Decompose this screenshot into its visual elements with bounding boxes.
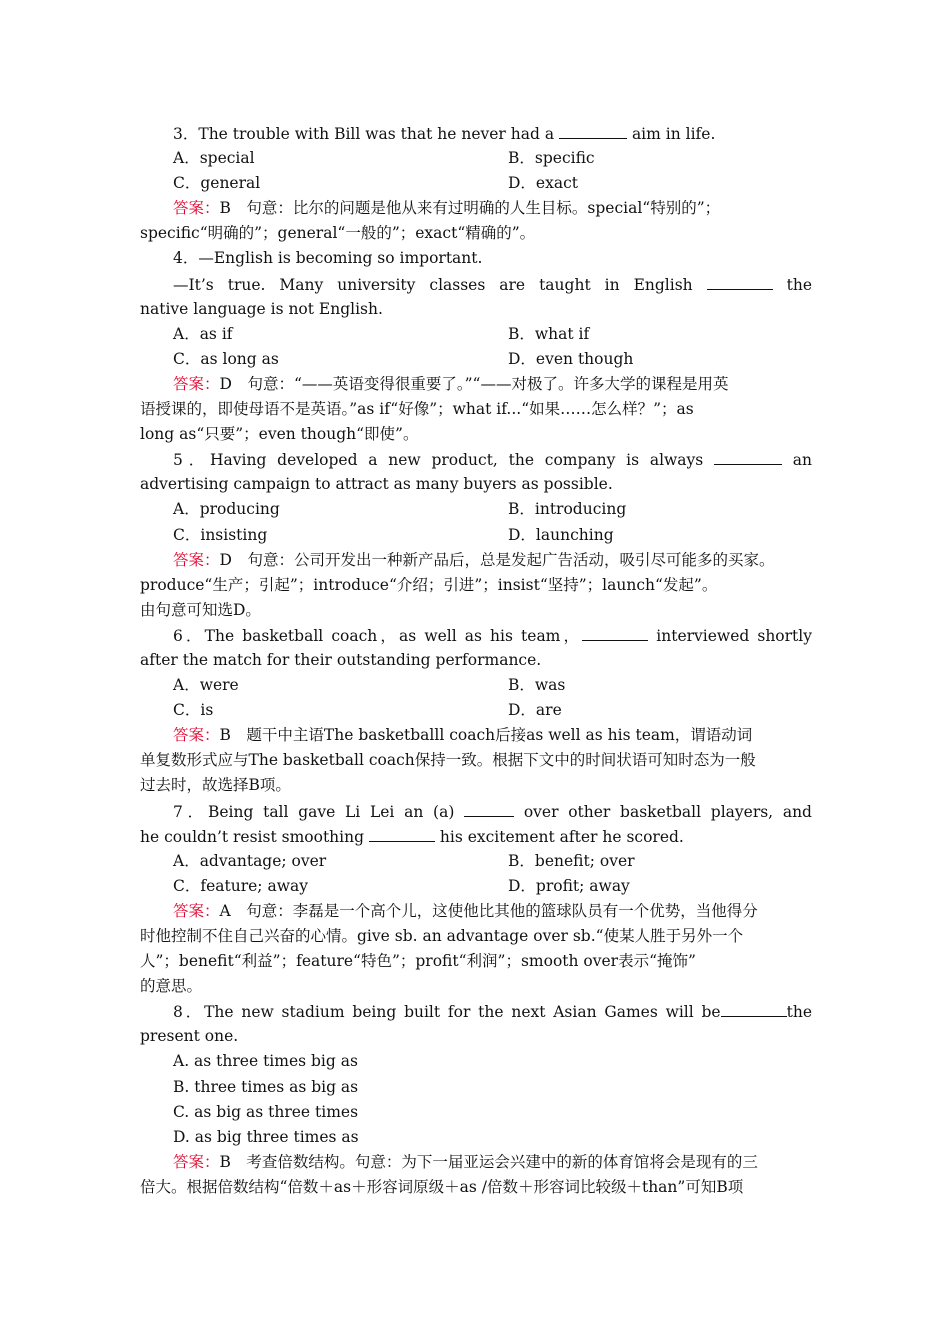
answer-label: 答案： [173, 726, 220, 745]
options-row [140, 322, 812, 347]
answer-label: 答案： [173, 1152, 220, 1171]
answer-explanation: 答案：B 考查倍数结构。句意：为下一届亚运会兴建中的新的体育馆将会是现有的三 [173, 1152, 758, 1171]
option-a: A．as if [173, 324, 233, 343]
answer-explanation: 答案：D 句意：公司开发出一种新产品后，总是发起广告活动，吸引尽可能多的买家。 [173, 550, 775, 569]
answer-explanation-line: produce“生产；引起”；introduce“介绍；引进”；insist“坚持”；launch“发起”。 [140, 575, 718, 594]
answer-explanation: 答案：A 句意：李磊是一个高个儿，这使他比其他的篮球队员有一个优势，当他得分 [173, 901, 758, 920]
question-8-stem-line: present one. [140, 1027, 239, 1046]
question-8-stem: 8．The new stadium being built for the next Asian Games will be the [140, 999, 812, 1024]
option-d: D．even though [508, 349, 634, 368]
answer-explanation-line: specific“明确的”；general“一般的”；exact“精确的”。 [140, 224, 536, 243]
answer-blank [582, 623, 648, 641]
option-c: C. as big as three times [173, 1102, 359, 1121]
options-row [140, 146, 812, 171]
options-row [140, 347, 812, 372]
question-4-stem-line: native language is not English. [140, 299, 383, 318]
options-row [140, 673, 812, 698]
options-row [140, 497, 812, 522]
option-a: A．special [173, 149, 255, 168]
answer-explanation-line: 由句意可知选D。 [140, 600, 261, 619]
option-b: B．specific [508, 149, 595, 168]
options-row [140, 849, 812, 874]
answer-explanation-line: 时他控制不住自己兴奋的心情。give sb. an advantage over sb.“使某人胜于另外一个 [140, 927, 744, 945]
options-row [140, 698, 812, 723]
option-a: A. as three times big as [173, 1052, 358, 1071]
option-c: C．as long as [173, 349, 279, 368]
question-3-stem: 3．The trouble with Bill was that he never had a aim in life. [140, 121, 812, 146]
option-a: A．advantage; over [173, 851, 327, 870]
question-6-stem-line: after the match for their outstanding performance. [140, 650, 542, 669]
answer-explanation: 答案：B 题干中主语The basketballl coach后接as well as his team，谓语动词 [173, 726, 753, 745]
option-c: C．feature; away [173, 876, 308, 895]
answer-blank [714, 447, 782, 465]
answer-blank [559, 121, 627, 139]
question-7-stem: 7．Being tall gave Li Lei an (a) over other basketball players, and [140, 799, 812, 824]
options-row [140, 523, 812, 548]
option-b: B．introducing [508, 500, 627, 519]
question-4-stem-line: —It’s true. Many university classes are taught in English the [140, 272, 812, 297]
option-d: D．launching [508, 525, 614, 544]
answer-blank [721, 999, 787, 1017]
option-a: A．were [173, 676, 239, 695]
answer-explanation-line: 过去时，故选择B项。 [140, 776, 291, 795]
option-c: C．general [173, 174, 261, 193]
answer-blank [707, 272, 773, 290]
option-b: B．what if [508, 324, 590, 343]
answer-label: 答案： [173, 374, 220, 393]
answer-explanation-line: 人”；benefit“利益”；feature“特色”；profit“利润”；smooth over表示“掩饰” [140, 952, 696, 971]
question-list [140, 121, 812, 1200]
options-row [140, 874, 812, 899]
option-b: B. three times as big as [173, 1077, 359, 1096]
answer-explanation-line: long as“只要”；even though“即使”。 [140, 425, 419, 444]
options-row [140, 171, 812, 196]
option-d: D．profit; away [508, 876, 630, 895]
option-b: B．benefit; over [508, 851, 635, 870]
answer-explanation-line: 倍大。根据倍数结构“倍数＋as＋形容词原级＋as /倍数＋形容词比较级＋than”可知B项 [140, 1177, 744, 1196]
question-5-stem-line: advertising campaign to attract as many buyers as possible. [140, 475, 613, 494]
answer-explanation-line: 语授课的，即使母语不是英语。”as if“好像”；what if...“如果……怎么样？”；as [140, 400, 694, 419]
question-6-stem: 6．The basketball coach，as well as his team， interviewed shortly [140, 623, 812, 648]
question-5-stem: 5．Having developed a new product, the company is always an [140, 447, 812, 472]
question-4-stem: 4．—English is becoming so important. [173, 249, 483, 268]
answer-explanation: 答案：B 句意：比尔的问题是他从来有过明确的人生目标。special“特别的”； [173, 199, 721, 218]
question-7-stem-line: he couldn’t resist smoothing his excitement after he scored. [140, 824, 812, 849]
option-c: C．is [173, 701, 214, 720]
option-d: D．exact [508, 174, 578, 193]
option-c: C．insisting [173, 525, 268, 544]
answer-explanation: 答案：D 句意：“——英语变得很重要了。”“——对极了。许多大学的课程是用英 [173, 374, 729, 393]
option-a: A．producing [173, 500, 280, 519]
answer-blank [464, 799, 514, 817]
answer-label: 答案： [173, 901, 220, 920]
answer-label: 答案： [173, 199, 220, 218]
answer-explanation-line: 单复数形式应与The basketball coach保持一致。根据下文中的时间状语可知时态为一般 [140, 751, 756, 770]
answer-label: 答案： [173, 550, 220, 569]
answer-blank [369, 824, 435, 842]
option-d: D．are [508, 701, 562, 720]
answer-explanation-line: 的意思。 [140, 977, 203, 996]
option-d: D. as big three times as [173, 1127, 359, 1146]
option-b: B．was [508, 676, 566, 695]
